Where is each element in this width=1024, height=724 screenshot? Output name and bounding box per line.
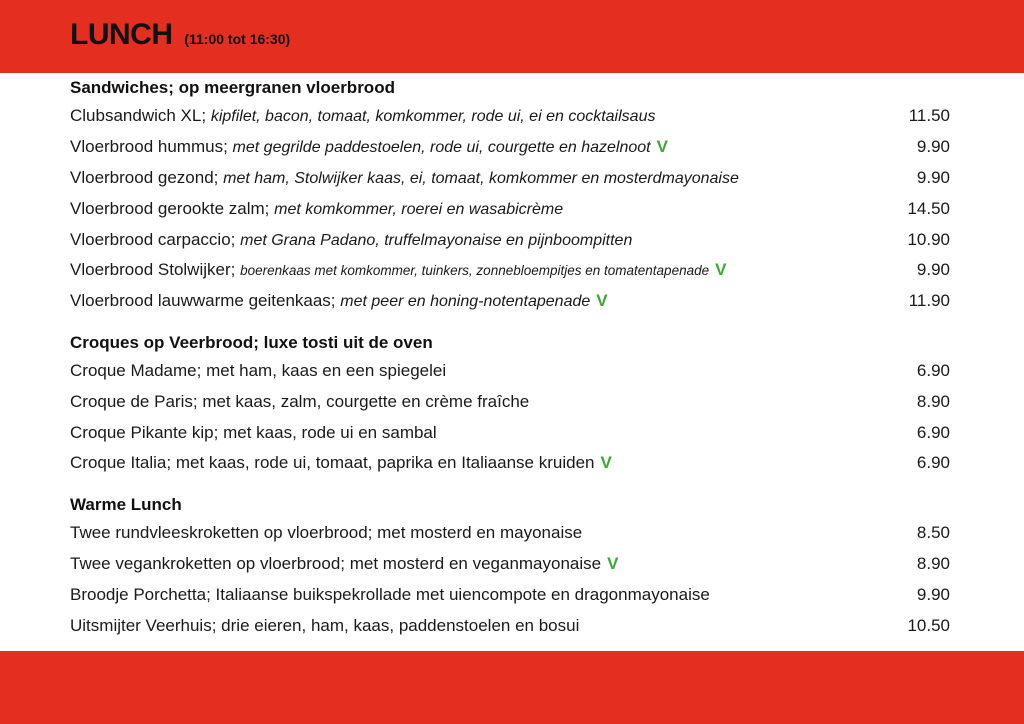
item-name: Croque Madame; (70, 360, 202, 380)
item-description: met ham, Stolwijker kaas, ei, tomaat, komkommer en mosterdmayonaise (223, 169, 739, 187)
item-name: Vloerbrood lauwwarme geitenkaas; (70, 291, 336, 311)
item-description: met ham, kaas en een spiegelei (206, 360, 447, 380)
menu-item (70, 356, 950, 387)
menu-item (70, 132, 950, 163)
menu-item (70, 549, 950, 580)
menu-item (70, 101, 950, 132)
item-name: Broodje Porchetta; (70, 584, 211, 604)
menu-item (70, 579, 950, 610)
item-description: met kaas, rode ui en sambal (223, 422, 437, 442)
item-price: 10.50 (907, 615, 950, 635)
item-description: met komkommer, roerei en wasabicrème (274, 200, 564, 218)
item-description: met gegrilde paddestoelen, rode ui, courgette en hazelnoot (232, 139, 651, 157)
menu-item (70, 448, 950, 479)
item-name: Uitsmijter Veerhuis; (70, 615, 217, 635)
item-price: 6.90 (916, 360, 950, 380)
item-name: Vloerbrood gezond; (70, 167, 219, 187)
item-description: kipfilet, bacon, tomaat, komkommer, rode ui, ei en cocktailsaus (210, 108, 656, 126)
item-price: 14.50 (907, 198, 950, 218)
section-spacer (70, 479, 950, 491)
item-name: Vloerbrood hummus; (70, 137, 228, 157)
item-name: Croque de Paris; (70, 391, 198, 411)
item-description: met mosterd en veganmayonaise (349, 553, 602, 573)
section-spacer (70, 317, 950, 329)
item-price: 9.90 (916, 167, 950, 187)
menu-item (70, 286, 950, 317)
vegetarian-badge: V (656, 137, 668, 157)
menu-item (70, 417, 950, 448)
item-name: Twee vegankroketten op vloerbrood; (70, 553, 346, 573)
item-price: 10.90 (907, 229, 950, 249)
menu-content (70, 74, 950, 641)
item-description: met mosterd en mayonaise (377, 523, 583, 543)
section-heading: Croques op Veerbrood; luxe tosti uit de oven (70, 332, 433, 352)
footer-bar (0, 651, 1024, 724)
item-price: 9.90 (916, 584, 950, 604)
menu-item (70, 163, 950, 194)
menu-item (70, 386, 950, 417)
vegetarian-badge: V (600, 453, 612, 473)
menu-title (70, 18, 290, 52)
item-price: 9.90 (916, 260, 950, 280)
item-description: met Grana Padano, truffelmayonaise en pijnboompitten (240, 231, 633, 249)
menu-title-text: LUNCH (70, 18, 173, 51)
vegetarian-badge: V (596, 291, 608, 311)
item-description: met kaas, rode ui, tomaat, paprika en Italiaanse kruiden (175, 453, 595, 473)
item-name: Vloerbrood Stolwijker; (70, 260, 236, 280)
menu-item (70, 224, 950, 255)
item-price: 6.90 (916, 422, 950, 442)
item-price: 8.50 (916, 523, 950, 543)
item-description: drie eieren, ham, kaas, paddenstoelen en bosui (221, 615, 580, 635)
item-price: 9.90 (916, 137, 950, 157)
item-description: met peer en honing-notentapenade (340, 293, 591, 311)
item-description: Italiaanse buikspekrollade met uiencompote en dragonmayonaise (215, 584, 710, 604)
section-heading: Sandwiches; op meergranen vloerbrood (70, 78, 395, 97)
item-price: 8.90 (916, 391, 950, 411)
menu-item (70, 193, 950, 224)
vegetarian-badge: V (715, 260, 727, 280)
menu-item (70, 518, 950, 549)
item-name: Croque Pikante kip; (70, 422, 219, 442)
item-price: 11.90 (908, 291, 950, 311)
vegetarian-badge: V (607, 553, 619, 573)
item-description: boerenkaas met komkommer, tuinkers, zonnebloempitjes en tomatentapenade (240, 263, 710, 279)
section-heading: Warme Lunch (70, 494, 182, 514)
item-price: 8.90 (916, 553, 950, 573)
item-name: Vloerbrood carpaccio; (70, 229, 236, 249)
item-name: Clubsandwich XL; (70, 106, 207, 126)
item-price: 11.50 (908, 106, 950, 126)
menu-hours: (11:00 tot 16:30) (184, 31, 291, 47)
menu-item (70, 255, 950, 286)
item-name: Vloerbrood gerookte zalm; (70, 198, 270, 218)
header-bar (0, 0, 1024, 73)
item-name: Twee rundvleeskroketten op vloerbrood; (70, 523, 373, 543)
item-name: Croque Italia; (70, 453, 172, 473)
item-description: met kaas, zalm, courgette en crème fraîche (202, 391, 530, 411)
item-price: 6.90 (916, 453, 950, 473)
menu-item (70, 610, 950, 641)
